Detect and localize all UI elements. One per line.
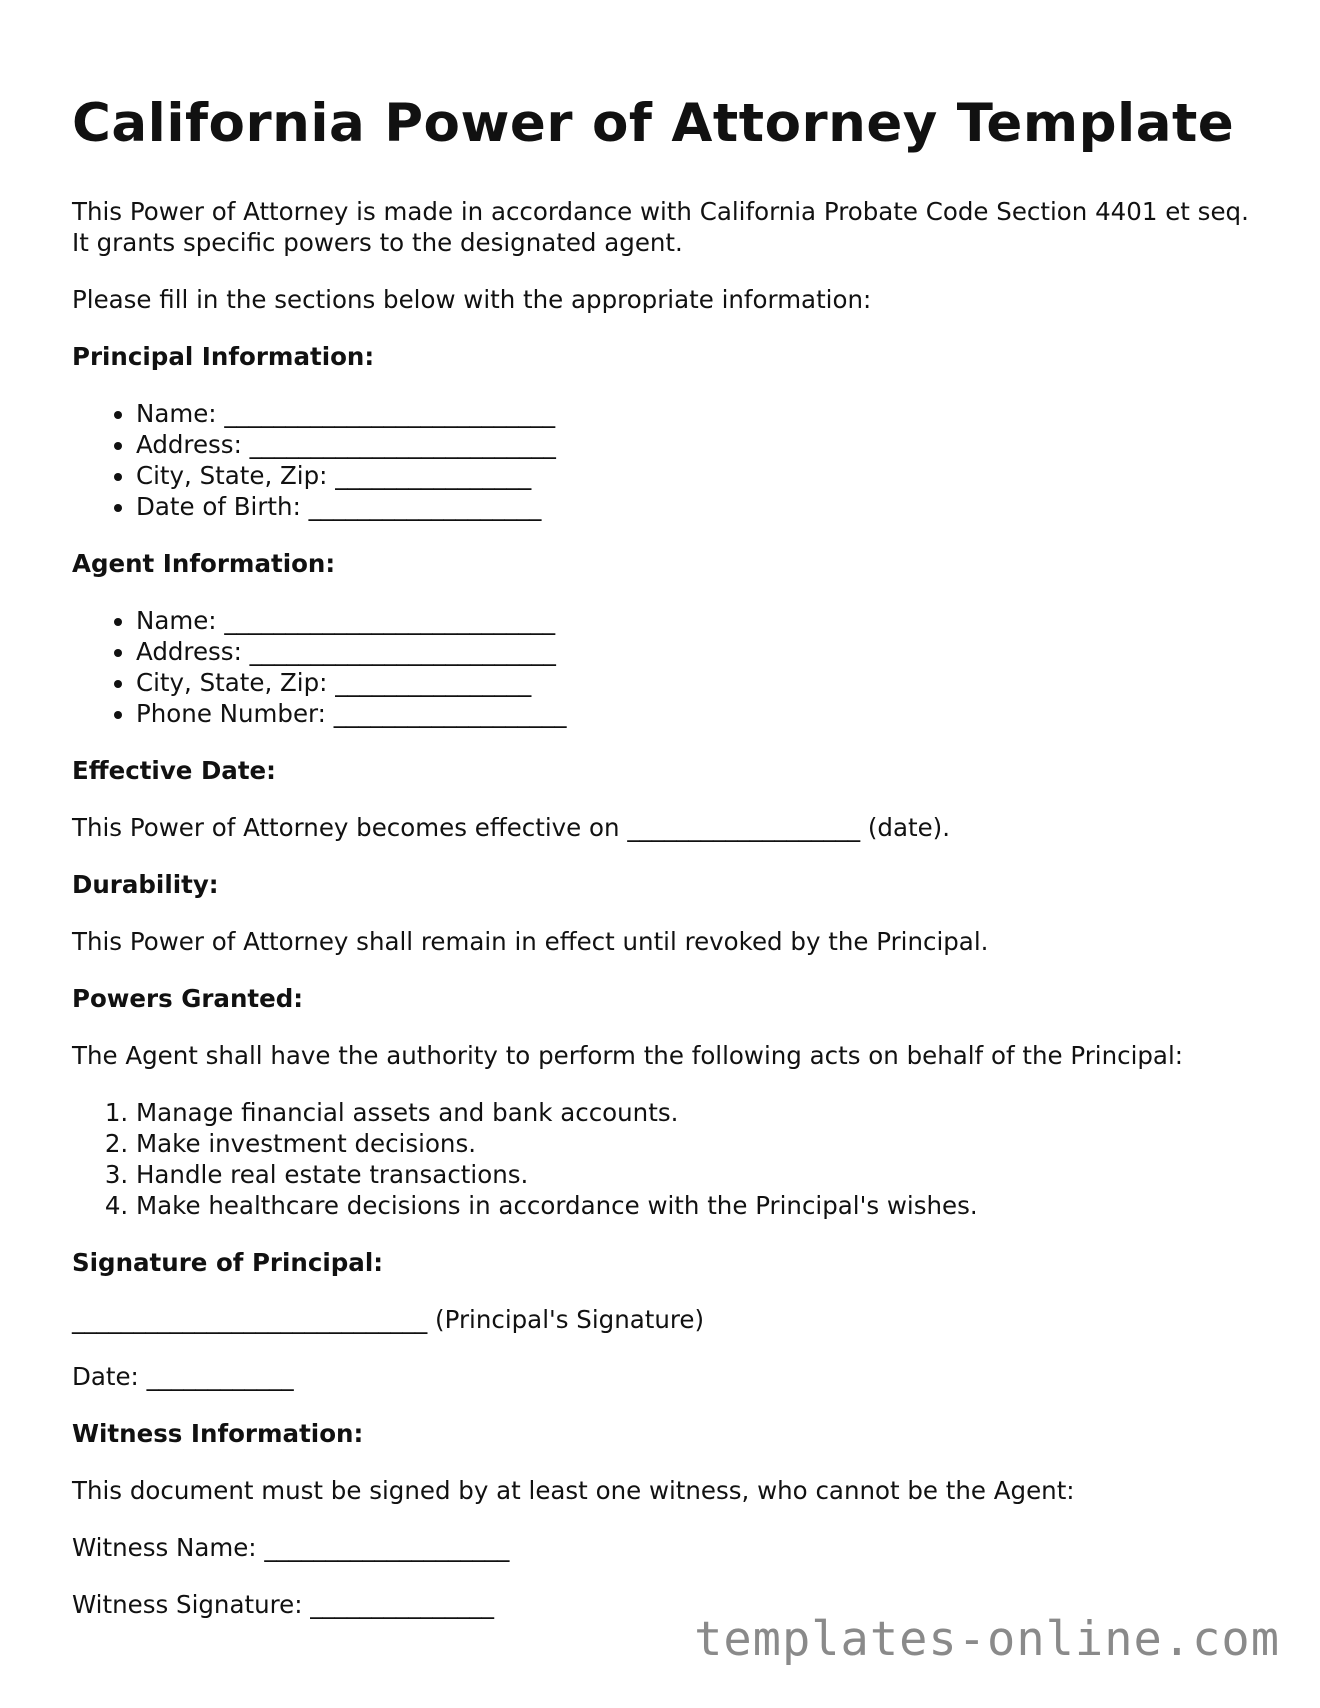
durability-text: This Power of Attorney shall remain in effect until revoked by the Principal. [72,927,989,956]
power-item: 4. Make healthcare decisions in accordance with the Principal's wishes. [136,1190,1262,1221]
power-item: 3. Handle real estate transactions. [136,1159,1262,1190]
agent-city-state-zip-field: • City, State, Zip: ________________ [136,667,1262,698]
agent-name-field: • Name: ___________________________ [136,605,1262,636]
document-page [72,88,1262,1646]
watermark: templates-online.com [694,1612,1280,1667]
powers-text: The Agent shall have the authority to perform the following acts on behalf of the Principal: [72,1041,1184,1070]
agent-field-list [72,605,1262,729]
durability-heading: Durability: [72,870,219,899]
instruction-paragraph: Please fill in the sections below with the appropriate information: [72,285,872,314]
witness-text: This document must be signed by at least one witness, who cannot be the Agent: [72,1476,1075,1505]
signature-date-line: Date: ____________ [72,1362,294,1391]
page-title: California Power of Attorney Template [72,93,1235,154]
principal-dob-field: • Date of Birth: ___________________ [136,491,1262,522]
agent-phone-field: • Phone Number: ___________________ [136,698,1262,729]
agent-heading: Agent Information: [72,549,336,578]
witness-name-line: Witness Name: ____________________ [72,1533,510,1562]
witness-signature-line: Witness Signature: _______________ [72,1590,495,1619]
principal-name-field: • Name: ___________________________ [136,398,1262,429]
power-item: 1. Manage financial assets and bank accounts. [136,1097,1262,1128]
powers-list [72,1097,1262,1221]
witness-heading: Witness Information: [72,1419,364,1448]
principal-signature-line: _____________________________ (Principal's Signature) [72,1305,705,1334]
effective-date-text: This Power of Attorney becomes effective on ___________________ (date). [72,813,951,842]
signature-heading: Signature of Principal: [72,1248,384,1277]
principal-field-list [72,398,1262,522]
agent-address-field: • Address: _________________________ [136,636,1262,667]
powers-heading: Powers Granted: [72,984,304,1013]
principal-city-state-zip-field: • City, State, Zip: ________________ [136,460,1262,491]
principal-heading: Principal Information: [72,342,375,371]
effective-date-heading: Effective Date: [72,756,276,785]
intro-paragraph: This Power of Attorney is made in accordance with California Probate Code Section 4401 et seq. It grants specific powers to the designated agent. [72,197,1249,257]
power-item: 2. Make investment decisions. [136,1128,1262,1159]
principal-address-field: • Address: _________________________ [136,429,1262,460]
